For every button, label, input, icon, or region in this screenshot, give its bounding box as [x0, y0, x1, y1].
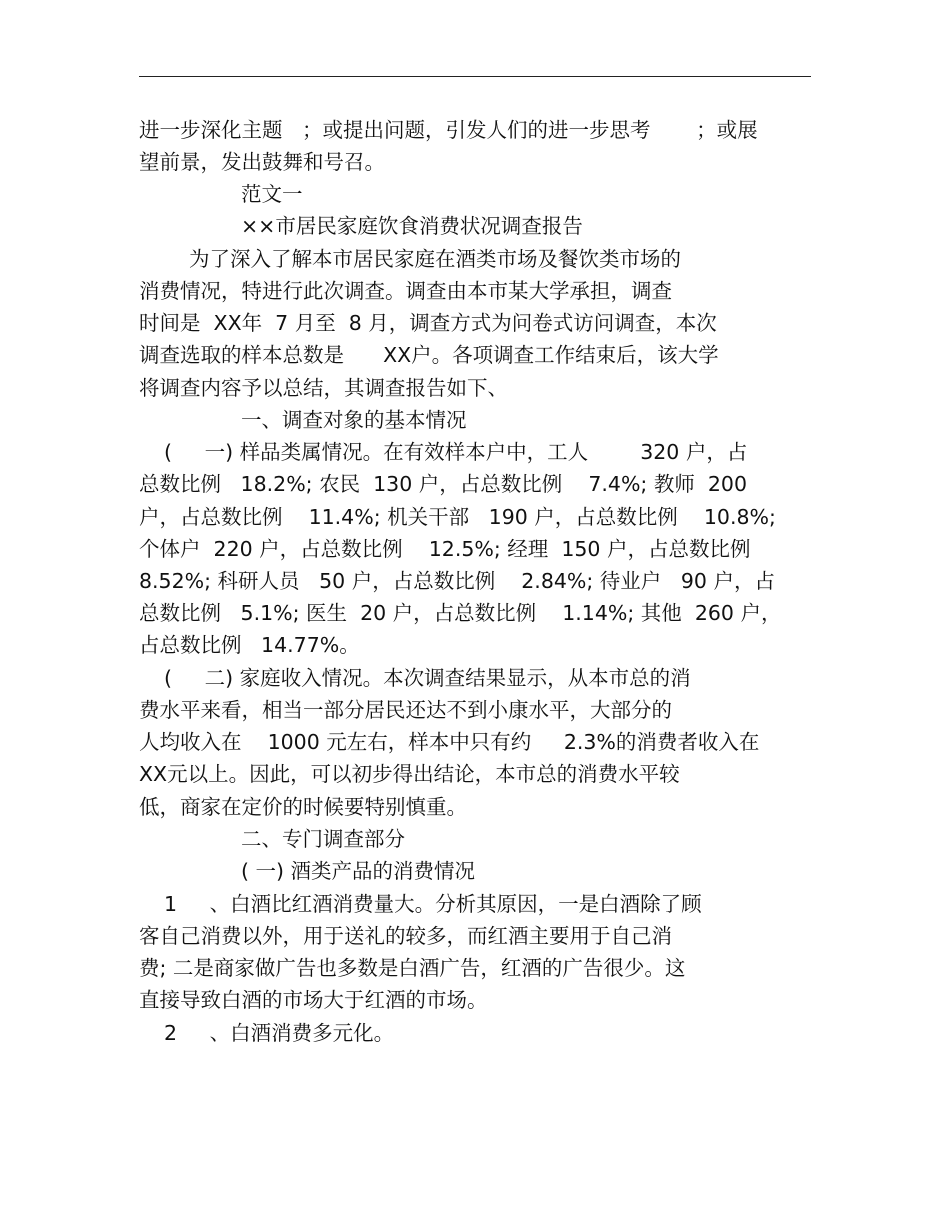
text-line: ( 一) 样品类属情况。在有效样本户中，工人 320 户，占 [164, 440, 748, 464]
text-line: 进一步深化主题 ；或提出问题，引发人们的进一步思考 ；或展 [139, 118, 758, 142]
text-line: 总数比例 5.1%; 医生 20 户，占总数比例 1.14%; 其他 260 户， [139, 601, 782, 625]
section-label: 范文一 [241, 182, 303, 206]
text-line: 占总数比例 14.77%。 [139, 633, 360, 657]
text-line: XX元以上。因此，可以初步得出结论，本市总的消费水平较 [139, 762, 680, 786]
section-heading: 一、调查对象的基本情况 [241, 408, 467, 432]
text-line: 调查选取的样本总数是 XX户。各项调查工作结束后，该大学 [139, 343, 719, 367]
section-heading: 二、专门调查部分 [241, 827, 405, 851]
text-line: 8.52%; 科研人员 50 户，占总数比例 2.84%; 待业户 90 户，占 [139, 569, 775, 593]
subsection-heading: ( 一) 酒类产品的消费情况 [241, 859, 476, 883]
text-line: 为了深入了解本市居民家庭在酒类市场及餐饮类市场的 [189, 247, 681, 271]
text-line: 2 、白酒消费多元化。 [164, 1021, 395, 1045]
text-line: 低，商家在定价的时候要特别慎重。 [139, 795, 467, 819]
text-line: 1 、白酒比红酒消费量大。分析其原因，一是白酒除了顾 [164, 892, 702, 916]
text-line: 户，占总数比例 11.4%; 机关干部 190 户，占总数比例 10.8%; [139, 505, 776, 529]
text-line: 总数比例 18.2%; 农民 130 户，占总数比例 7.4%; 教师 200 [139, 472, 748, 496]
text-line: 直接导致白酒的市场大于红酒的市场。 [139, 988, 488, 1012]
text-line: 消费情况，特进行此次调查。调查由本市某大学承担，调查 [139, 279, 672, 303]
text-line: ( 二) 家庭收入情况。本次调查结果显示，从本市总的消 [164, 666, 691, 690]
header-rule [139, 76, 811, 77]
text-line: 将调查内容予以总结，其调查报告如下、 [139, 376, 508, 400]
text-line: 费; 二是商家做广告也多数是白酒广告，红酒的广告很少。这 [139, 956, 686, 980]
text-line: 望前景，发出鼓舞和号召。 [139, 150, 385, 174]
report-title: ××市居民家庭饮食消费状况调查报告 [241, 214, 583, 238]
text-line: 时间是 XX年 7 月至 8 月，调查方式为问卷式访问调查，本次 [139, 311, 717, 335]
text-line: 客自己消费以外，用于送礼的较多，而红酒主要用于自己消 [139, 924, 672, 948]
text-line: 人均收入在 1000 元左右，样本中只有约 2.3%的消费者收入在 [139, 730, 760, 754]
text-line: 个体户 220 户，占总数比例 12.5%; 经理 150 户，占总数比例 [139, 537, 751, 561]
text-line: 费水平来看，相当一部分居民还达不到小康水平，大部分的 [139, 698, 672, 722]
